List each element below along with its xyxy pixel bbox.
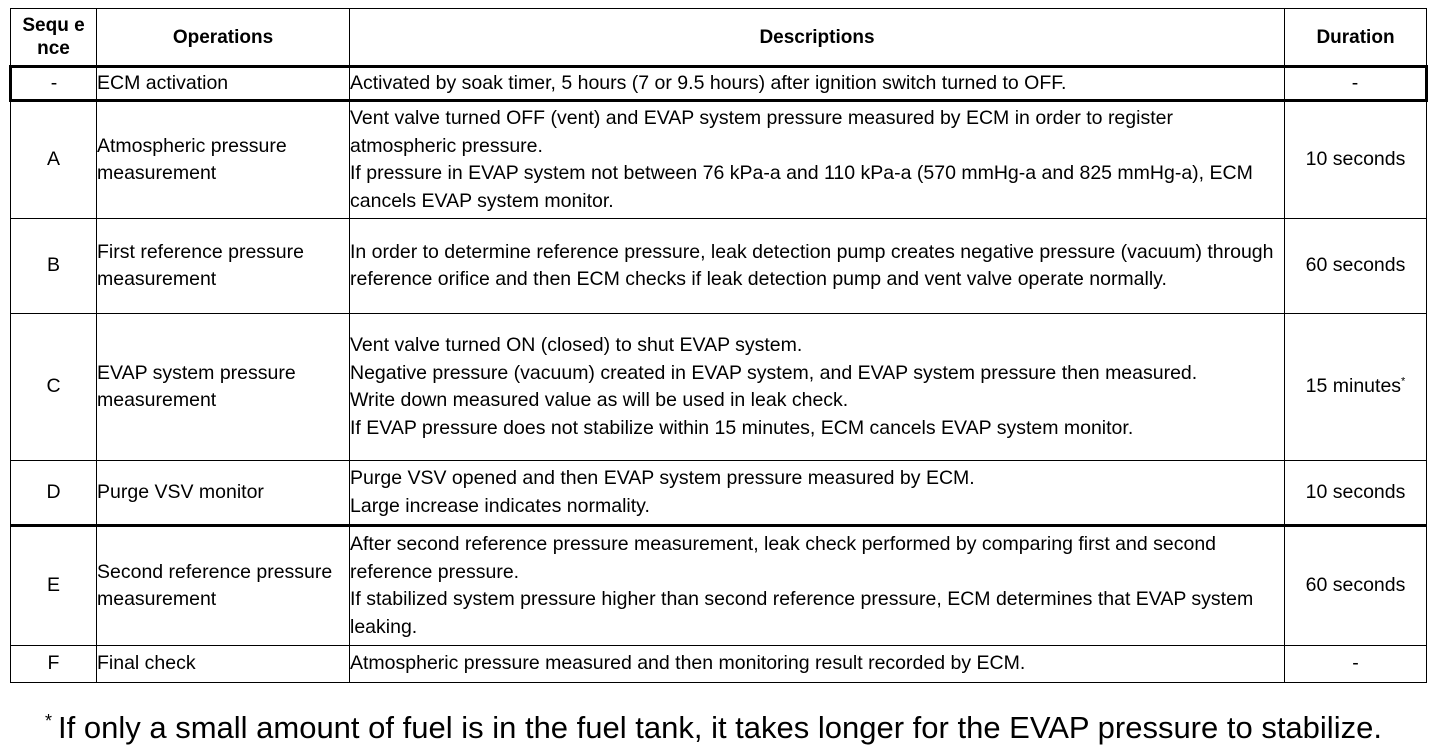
sequence-cell: F [11, 646, 97, 683]
operation-cell: Purge VSV monitor [97, 461, 350, 526]
duration-value: 60 seconds [1305, 574, 1406, 597]
sequence-cell: - [11, 67, 97, 101]
description-line: Large increase indicates normality. [350, 494, 650, 517]
description-cell [350, 101, 1285, 219]
description-line: Activated by soak timer, 5 hours (7 or 9.5 hours) after ignition switch turned to OFF. [350, 71, 1067, 94]
operation-cell: ECM activation [97, 67, 350, 101]
duration-cell [1285, 646, 1427, 683]
description-line: If EVAP pressure does not stabilize within 15 minutes, ECM cancels EVAP system monitor. [350, 416, 1134, 439]
sequence-cell: C [11, 314, 97, 461]
table-row [11, 314, 1427, 461]
description-cell [350, 219, 1285, 314]
operation-cell: EVAP system pressure measurement [97, 314, 350, 461]
description-cell [350, 314, 1285, 461]
header-sequence: Sequ ence [11, 9, 97, 67]
table-row [11, 526, 1427, 646]
description-cell [350, 526, 1285, 646]
duration-value: - [1352, 652, 1359, 675]
duration-cell [1285, 526, 1427, 646]
table-row [11, 646, 1427, 683]
description-line: Vent valve turned ON (closed) to shut EVAP system. [350, 334, 803, 356]
operation-cell: Final check [97, 646, 350, 683]
description-line: After second reference pressure measurement, leak check performed by comparing first and second reference pressure. [350, 533, 1217, 583]
duration-cell [1285, 461, 1427, 526]
operation-cell: First reference pressure measurement [97, 219, 350, 314]
footnote-text: If only a small amount of fuel is in the fuel tank, it takes longer for the EVAP pressure to stabilize. [58, 710, 1382, 745]
table-row [11, 461, 1427, 526]
duration-value: 15 minutes [1305, 375, 1402, 398]
footnote [45, 708, 1382, 748]
description-line: Atmospheric pressure measured and then monitoring result recorded by ECM. [350, 652, 1026, 675]
header-descriptions: Descriptions [350, 9, 1285, 67]
description-cell [350, 67, 1285, 101]
duration-value: 10 seconds [1305, 480, 1406, 503]
description-line: Negative pressure (vacuum) created in EVAP system, and EVAP system pressure then measured. [350, 361, 1198, 384]
header-operations: Operations [97, 9, 350, 67]
description-line: Purge VSV opened and then EVAP system pressure measured by ECM. [350, 467, 975, 489]
duration-note: * [1401, 375, 1406, 388]
description-cell [350, 461, 1285, 526]
footnote-marker: * [45, 710, 53, 731]
table-row [11, 101, 1427, 219]
evap-monitor-sequence-table [9, 8, 1428, 683]
description-cell [350, 646, 1285, 683]
table-row [11, 67, 1427, 101]
duration-value: - [1351, 71, 1359, 94]
description-line: In order to determine reference pressure, leak detection pump creates negative pressure (vacuum) through reference orifice and then ECM checks if leak detection pump and vent valve operate normally. [350, 240, 1274, 290]
table-header-row [11, 9, 1427, 67]
operation-cell: Second reference pressure measurement [97, 526, 350, 646]
sequence-cell: B [11, 219, 97, 314]
description-line: Vent valve turned OFF (vent) and EVAP system pressure measured by ECM in order to register atmospheric pressure. [350, 107, 1173, 157]
duration-cell [1285, 314, 1427, 461]
table-row [11, 219, 1427, 314]
header-duration: Duration [1285, 9, 1427, 67]
description-line: Write down measured value as will be used in leak check. [350, 389, 849, 411]
duration-cell [1285, 101, 1427, 219]
duration-cell [1285, 219, 1427, 314]
description-line: If pressure in EVAP system not between 76 kPa-a and 110 kPa-a (570 mmHg-a and 825 mmHg-a), ECM cancels EVAP system monitor. [350, 162, 1253, 212]
sequence-cell: A [11, 101, 97, 219]
description-line: If stabilized system pressure higher than second reference pressure, ECM determines that EVAP system leaking. [350, 588, 1254, 638]
sequence-cell: E [11, 526, 97, 646]
duration-value: 60 seconds [1305, 254, 1406, 277]
operation-cell: Atmospheric pressure measurement [97, 101, 350, 219]
duration-value: 10 seconds [1305, 148, 1406, 171]
sequence-cell: D [11, 461, 97, 526]
duration-cell [1285, 67, 1427, 101]
